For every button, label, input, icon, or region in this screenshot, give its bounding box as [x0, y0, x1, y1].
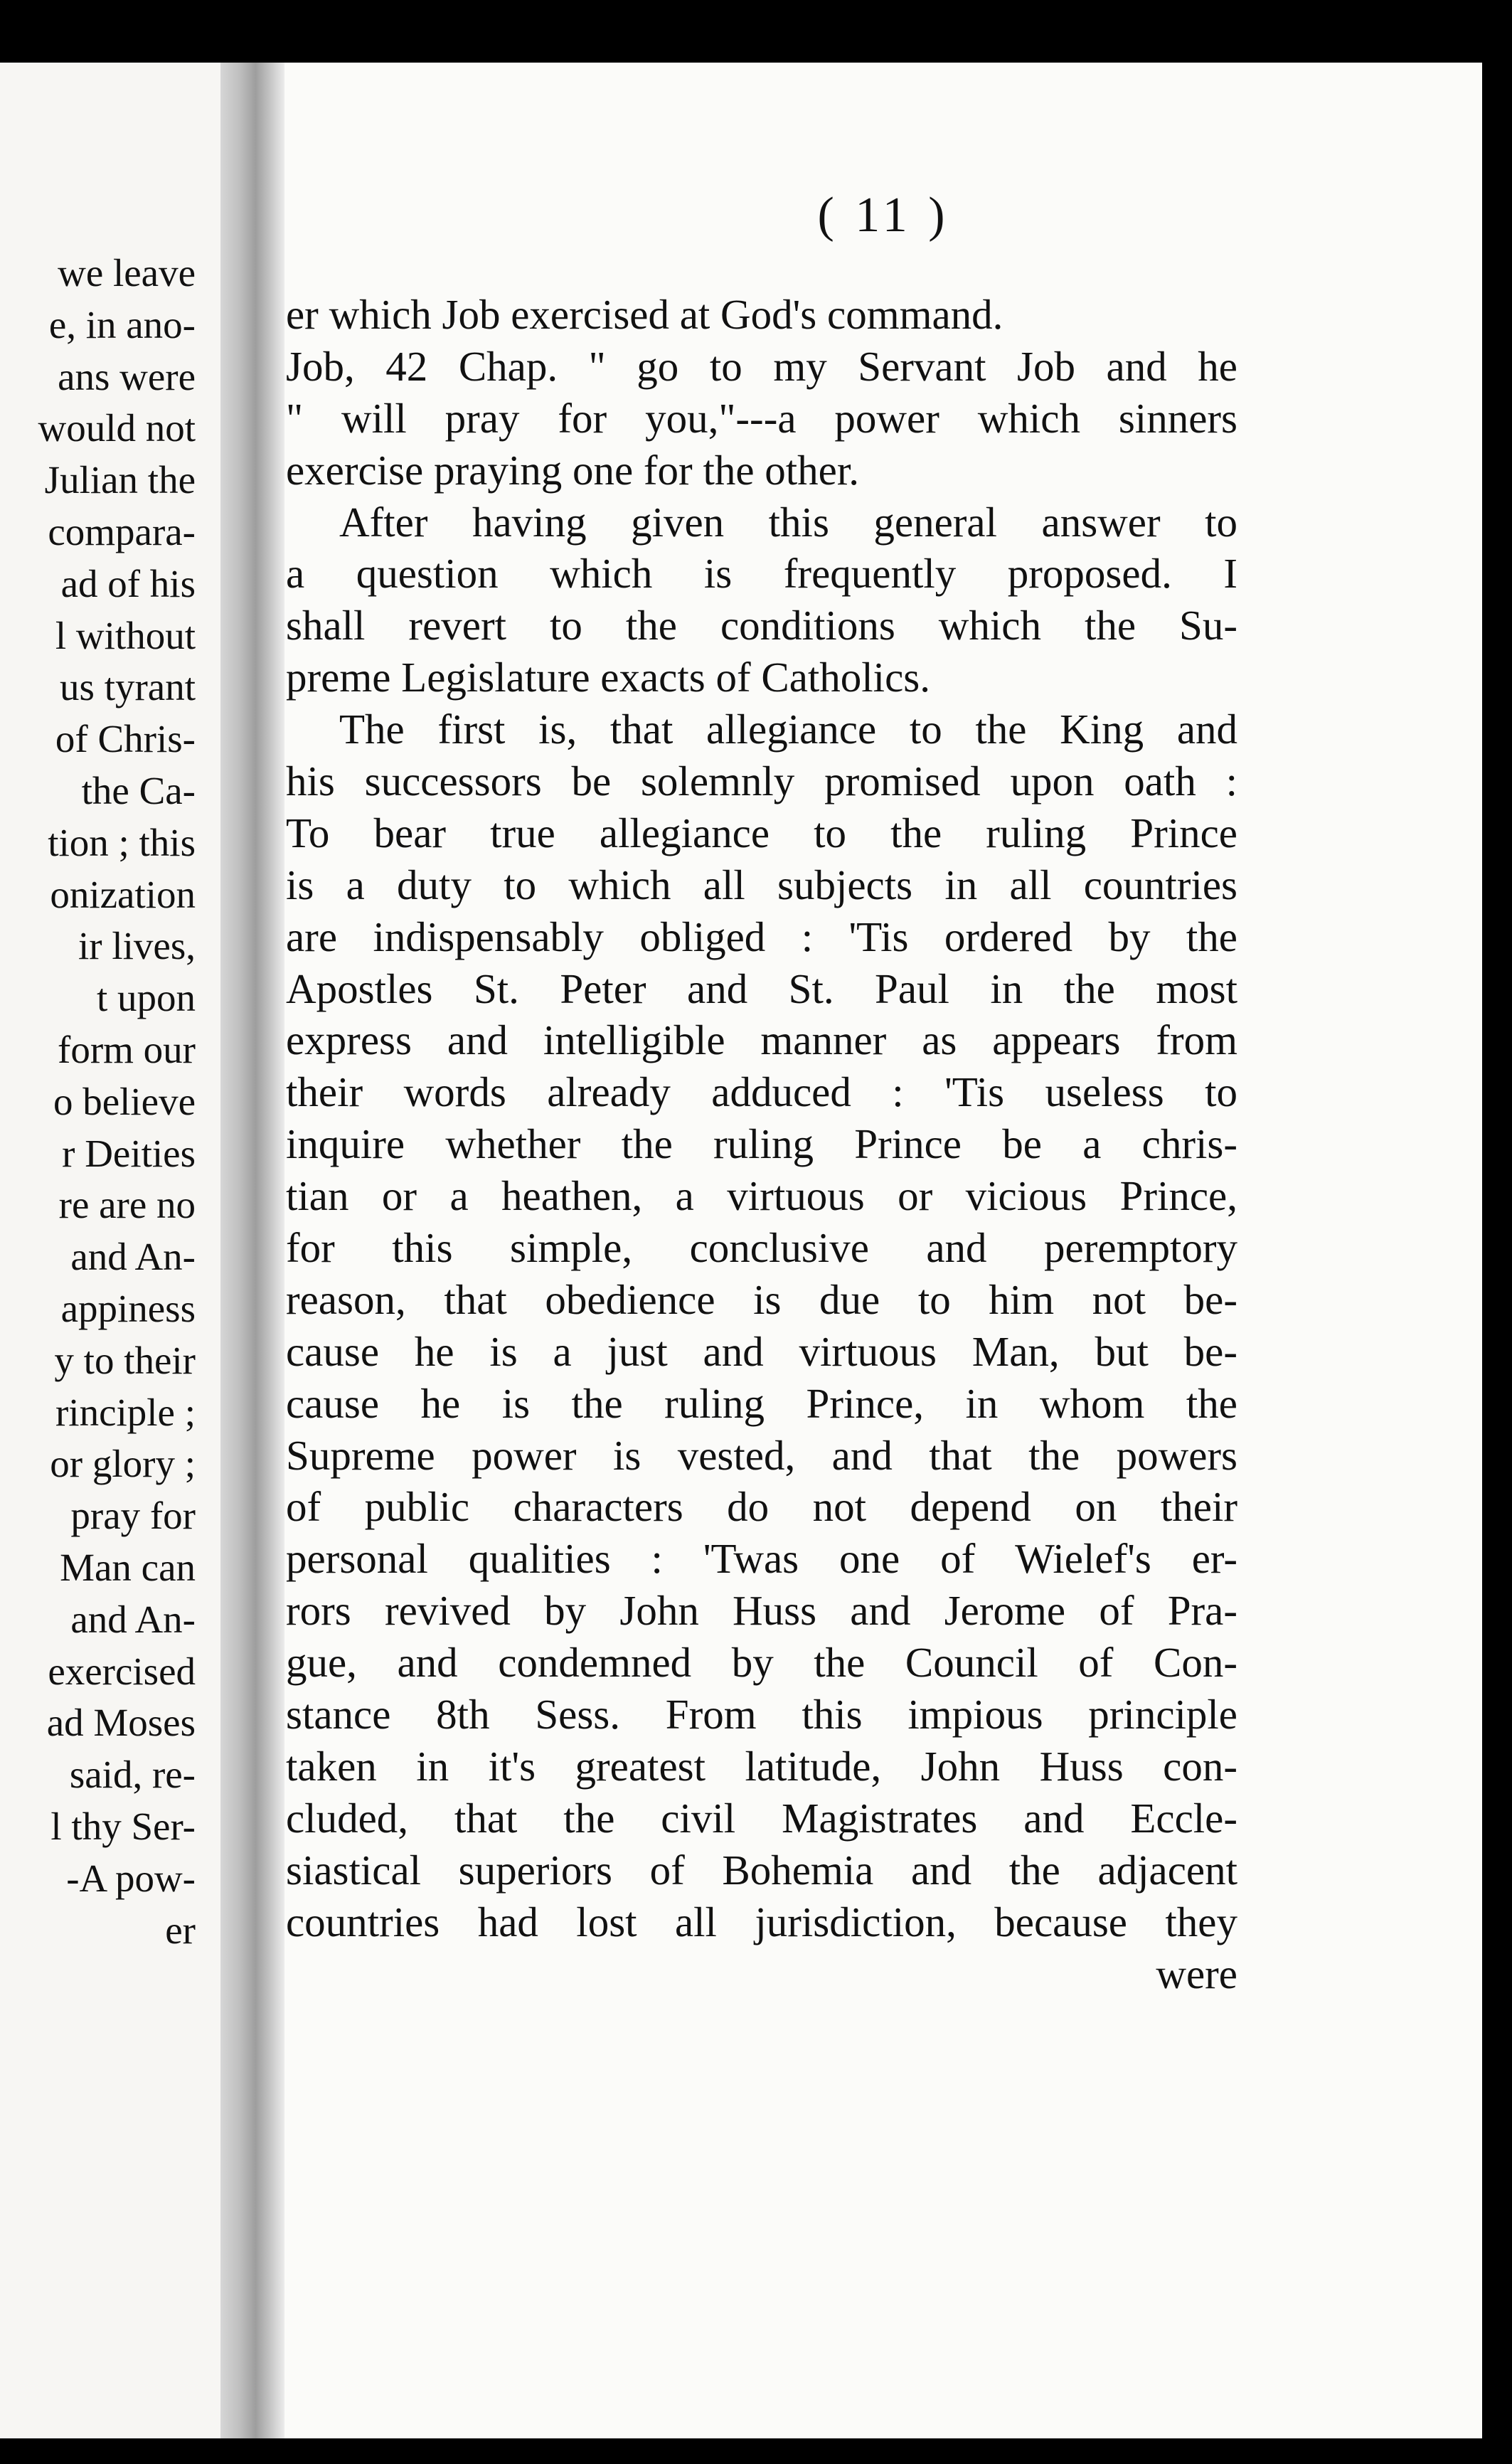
left-page-line: would not: [38, 406, 196, 450]
left-page-line: tion ; this: [48, 820, 196, 864]
left-page-line: said, re-: [69, 1753, 196, 1797]
left-page-line: Julian the: [44, 458, 196, 502]
left-page-line: appiness: [60, 1286, 196, 1330]
left-page-line: er: [165, 1908, 196, 1952]
left-page-line: and An-: [70, 1235, 196, 1279]
page-number: ( 11 ): [817, 188, 949, 243]
text-line: siastical superiors of Bohemia and the adjacent: [286, 1846, 1237, 1894]
left-page-line: l without: [55, 613, 196, 657]
text-line: Supreme power is vested, and that the powers: [286, 1431, 1237, 1479]
text-line: cause he is the ruling Prince, in whom the: [286, 1379, 1237, 1427]
text-line: a question which is frequently proposed. I: [286, 550, 1237, 598]
left-page-line: and An-: [70, 1597, 196, 1641]
paragraph-start-line: After having given this general answer to: [339, 498, 1237, 546]
left-page-line: ad of his: [60, 561, 196, 605]
text-line: gue, and condemned by the Council of Con-: [286, 1639, 1237, 1687]
left-page-line: pray for: [70, 1494, 196, 1538]
text-line: rors revived by John Huss and Jerome of Pra-: [286, 1587, 1237, 1635]
text-line: inquire whether the ruling Prince be a chris-: [286, 1120, 1237, 1168]
previous-page-fragment: [0, 63, 222, 2438]
text-line: for this simple, conclusive and peremptory: [286, 1224, 1237, 1272]
text-line: reason, that obedience is due to him not be-: [286, 1275, 1237, 1323]
left-page-line: ans were: [58, 354, 196, 398]
left-page-line: l thy Ser-: [50, 1804, 196, 1848]
left-page-line: ad Moses: [46, 1701, 196, 1745]
text-line: cause he is a just and virtuous Man, but be-: [286, 1327, 1237, 1375]
text-line: preme Legislature exacts of Catholics.: [286, 654, 930, 701]
page-body-text: [286, 289, 1237, 2000]
previous-page-text: [0, 248, 196, 1956]
left-page-line: we leave: [58, 251, 196, 294]
text-line: is a duty to which all subjects in all countries: [286, 861, 1237, 908]
text-line: of public characters do not depend on their: [286, 1483, 1237, 1531]
text-line: shall revert to the conditions which the Su-: [286, 602, 1237, 649]
text-line: Job, 42 Chap. " go to my Servant Job and he: [286, 342, 1237, 390]
text-line: tian or a heathen, a virtuous or vicious Prince,: [286, 1172, 1237, 1220]
left-page-line: form our: [58, 1027, 196, 1071]
left-page-line: y to their: [54, 1338, 196, 1382]
left-page-line: or glory ;: [50, 1442, 196, 1486]
text-line: his successors be solemnly promised upon oath :: [286, 758, 1237, 805]
left-page-line: compara-: [48, 509, 196, 553]
left-page-line: rinciple ;: [55, 1390, 196, 1434]
text-line: taken in it's greatest latitude, John Huss con-: [286, 1742, 1237, 1790]
text-line: cluded, that the civil Magistrates and Eccle-: [286, 1794, 1237, 1842]
left-page-line: re are no: [58, 1183, 196, 1227]
text-line: exercise praying one for the other.: [286, 446, 860, 494]
left-page-line: r Deities: [62, 1131, 196, 1175]
left-page-line: e, in ano-: [48, 302, 196, 346]
page-11: [284, 63, 1482, 2438]
text-line: stance 8th Sess. From this impious principle: [286, 1691, 1237, 1738]
text-line: are indispensably obliged : 'Tis ordered by the: [286, 913, 1237, 960]
text-line: er which Job exercised at God's command.: [286, 291, 1003, 338]
text-line: " will pray for you,"---a power which sinners: [286, 394, 1237, 442]
text-line: Apostles St. Peter and St. Paul in the most: [286, 965, 1237, 1012]
left-page-line: exercised: [48, 1649, 196, 1693]
text-line: their words already adduced : 'Tis useless to: [286, 1068, 1237, 1116]
text-line: express and intelligible manner as appears from: [286, 1016, 1237, 1064]
text-line: To bear true allegiance to the ruling Prince: [286, 809, 1237, 856]
catchword: were: [1156, 1950, 1237, 1997]
left-page-line: onization: [50, 872, 196, 916]
left-page-line: -A pow-: [66, 1856, 196, 1900]
left-page-line: o believe: [53, 1079, 196, 1123]
left-page-line: ir lives,: [78, 924, 196, 968]
text-line: personal qualities : 'Twas one of Wielef's er-: [286, 1535, 1237, 1583]
left-page-line: the Ca-: [81, 768, 196, 812]
left-page-line: t upon: [96, 976, 196, 1020]
book-gutter-shadow: [220, 63, 284, 2438]
left-page-line: us tyrant: [60, 665, 196, 709]
text-line: countries had lost all jurisdiction, because they: [286, 1898, 1237, 1945]
left-page-line: Man can: [60, 1545, 196, 1589]
paragraph-start-line: The first is, that allegiance to the King and: [339, 706, 1237, 753]
left-page-line: of Chris-: [55, 717, 196, 761]
